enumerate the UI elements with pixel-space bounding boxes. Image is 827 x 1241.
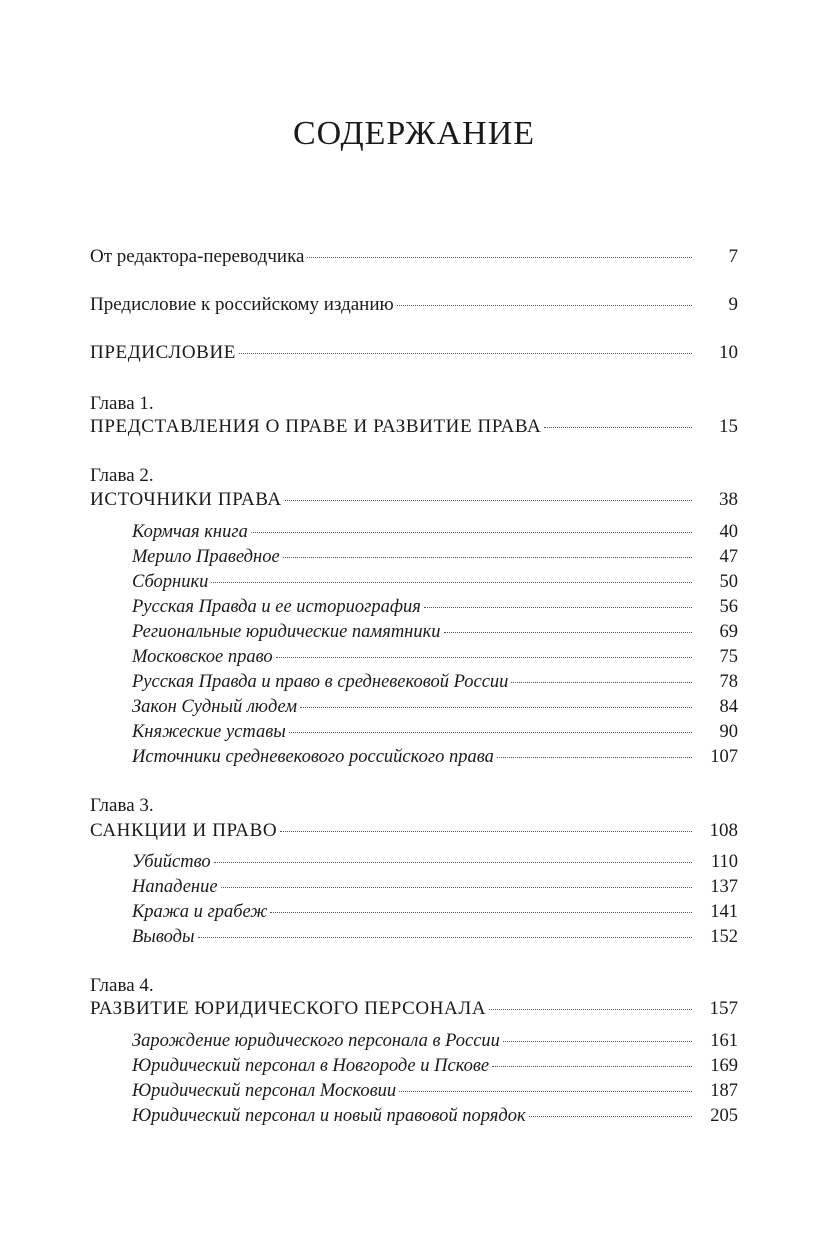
leader-dots — [285, 500, 692, 501]
leader-dots — [280, 831, 692, 832]
leader-dots — [221, 887, 692, 888]
toc-page-number: 137 — [710, 877, 738, 897]
toc-page-number: 187 — [710, 1081, 738, 1101]
toc-subentry[interactable] — [132, 671, 738, 693]
chapter-number: Глава 3. — [90, 795, 154, 816]
toc-entry-label: Убийство — [132, 852, 211, 872]
toc-page-number: 152 — [710, 927, 738, 947]
toc-entry-preface[interactable] — [90, 342, 738, 364]
toc-page-number: 75 — [719, 647, 738, 667]
leader-dots — [497, 757, 692, 758]
toc-entry-label: ПРЕДСТАВЛЕНИЯ О ПРАВЕ И РАЗВИТИЕ ПРАВА — [90, 416, 542, 437]
toc-page-number: 69 — [719, 622, 738, 642]
toc-page-number: 10 — [719, 342, 738, 363]
toc-page-number: 40 — [719, 522, 738, 542]
toc-page-number: 47 — [719, 547, 738, 567]
toc-page-number: 110 — [710, 852, 738, 872]
toc-subentry[interactable] — [132, 746, 738, 768]
toc-entry-label: Кормчая книга — [132, 522, 248, 542]
toc-page-number: 90 — [719, 722, 738, 742]
toc-entry-label: От редактора-переводчика — [90, 246, 305, 267]
leader-dots — [251, 532, 692, 533]
toc-entry-editor-note[interactable] — [90, 246, 738, 268]
leader-dots — [544, 427, 692, 428]
toc-page-number: 157 — [709, 998, 738, 1019]
toc-page-number: 78 — [719, 672, 738, 692]
toc-entry-label: Зарождение юридического персонала в России — [132, 1031, 500, 1051]
toc-page — [90, 0, 738, 1241]
toc-page-number: 205 — [710, 1106, 738, 1126]
toc-subentry[interactable] — [132, 1105, 738, 1127]
toc-subentry[interactable] — [132, 926, 738, 948]
leader-dots — [511, 682, 692, 683]
toc-subentry[interactable] — [132, 521, 738, 543]
toc-entry-label: Источники средневекового российского права — [132, 747, 494, 767]
toc-subentry[interactable] — [132, 546, 738, 568]
toc-subentry[interactable] — [132, 721, 738, 743]
toc-entry-label: Закон Судный людем — [132, 697, 298, 717]
toc-entry-label: Предисловие к российскому изданию — [90, 294, 394, 315]
leader-dots — [397, 305, 692, 306]
toc-entry-label: Юридический персонал Московии — [132, 1081, 397, 1101]
leader-dots — [276, 657, 692, 658]
leader-dots — [239, 353, 692, 354]
toc-entry-chapter-4[interactable] — [90, 998, 738, 1020]
toc-entry-chapter-1[interactable] — [90, 416, 738, 438]
toc-entry-label: САНКЦИИ И ПРАВО — [90, 820, 278, 841]
toc-subentry[interactable] — [132, 876, 738, 898]
toc-entry-label: Региональные юридические памятники — [132, 622, 441, 642]
toc-entry-label: Русская Правда и право в средневековой России — [132, 672, 509, 692]
toc-subentry[interactable] — [132, 621, 738, 643]
toc-entry-label: Русская Правда и ее историография — [132, 597, 421, 617]
toc-page-number: 56 — [719, 597, 738, 617]
toc-entry-russian-preface[interactable] — [90, 294, 738, 316]
leader-dots — [489, 1009, 692, 1010]
toc-subentry[interactable] — [132, 901, 738, 923]
toc-subentry[interactable] — [132, 1055, 738, 1077]
toc-entry-label: ПРЕДИСЛОВИЕ — [90, 342, 236, 363]
chapter-number: Глава 2. — [90, 465, 154, 486]
toc-entry-label: Московское право — [132, 647, 273, 667]
toc-entry-label: Юридический персонал в Новгороде и Пскове — [132, 1056, 490, 1076]
page-title: СОДЕРЖАНИЕ — [292, 115, 536, 152]
toc-entry-label: РАЗВИТИЕ ЮРИДИЧЕСКОГО ПЕРСОНАЛА — [90, 998, 487, 1019]
leader-dots — [444, 632, 692, 633]
toc-subentry[interactable] — [132, 851, 738, 873]
toc-subentry[interactable] — [132, 596, 738, 618]
leader-dots — [270, 912, 692, 913]
chapter-number: Глава 1. — [90, 393, 154, 414]
chapter-number: Глава 4. — [90, 975, 154, 996]
toc-subentry[interactable] — [132, 571, 738, 593]
toc-entry-label: Кража и грабеж — [132, 902, 268, 922]
toc-page-number: 15 — [719, 416, 738, 437]
leader-dots — [214, 862, 692, 863]
leader-dots — [307, 257, 692, 258]
leader-dots — [503, 1041, 692, 1042]
leader-dots — [399, 1091, 692, 1092]
toc-page-number: 169 — [710, 1056, 738, 1076]
toc-page-number: 107 — [710, 747, 738, 767]
toc-page-number: 50 — [719, 572, 738, 592]
toc-entry-label: Юридический персонал и новый правовой порядок — [132, 1106, 526, 1126]
toc-page-number: 84 — [719, 697, 738, 717]
leader-dots — [198, 937, 692, 938]
leader-dots — [300, 707, 692, 708]
toc-page-number: 38 — [719, 489, 738, 510]
leader-dots — [283, 557, 692, 558]
leader-dots — [492, 1066, 692, 1067]
leader-dots — [529, 1116, 692, 1117]
toc-page-number: 161 — [710, 1031, 738, 1051]
toc-subentry[interactable] — [132, 696, 738, 718]
toc-page-number: 9 — [728, 294, 738, 315]
toc-subentry[interactable] — [132, 1080, 738, 1102]
toc-entry-label: ИСТОЧНИКИ ПРАВА — [90, 489, 282, 510]
toc-entry-chapter-3[interactable] — [90, 820, 738, 842]
toc-entry-label: Выводы — [132, 927, 195, 947]
toc-entry-label: Мерило Праведное — [132, 547, 280, 567]
toc-page-number: 141 — [710, 902, 738, 922]
toc-entry-label: Сборники — [132, 572, 209, 592]
toc-entry-label: Нападение — [132, 877, 218, 897]
toc-entry-chapter-2[interactable] — [90, 489, 738, 511]
leader-dots — [424, 607, 692, 608]
toc-page-number: 108 — [709, 820, 738, 841]
toc-page-number: 7 — [728, 246, 738, 267]
toc-entry-label: Княжеские уставы — [132, 722, 286, 742]
toc-subentry[interactable] — [132, 646, 738, 668]
toc-subentry[interactable] — [132, 1030, 738, 1052]
leader-dots — [211, 582, 692, 583]
leader-dots — [289, 732, 692, 733]
